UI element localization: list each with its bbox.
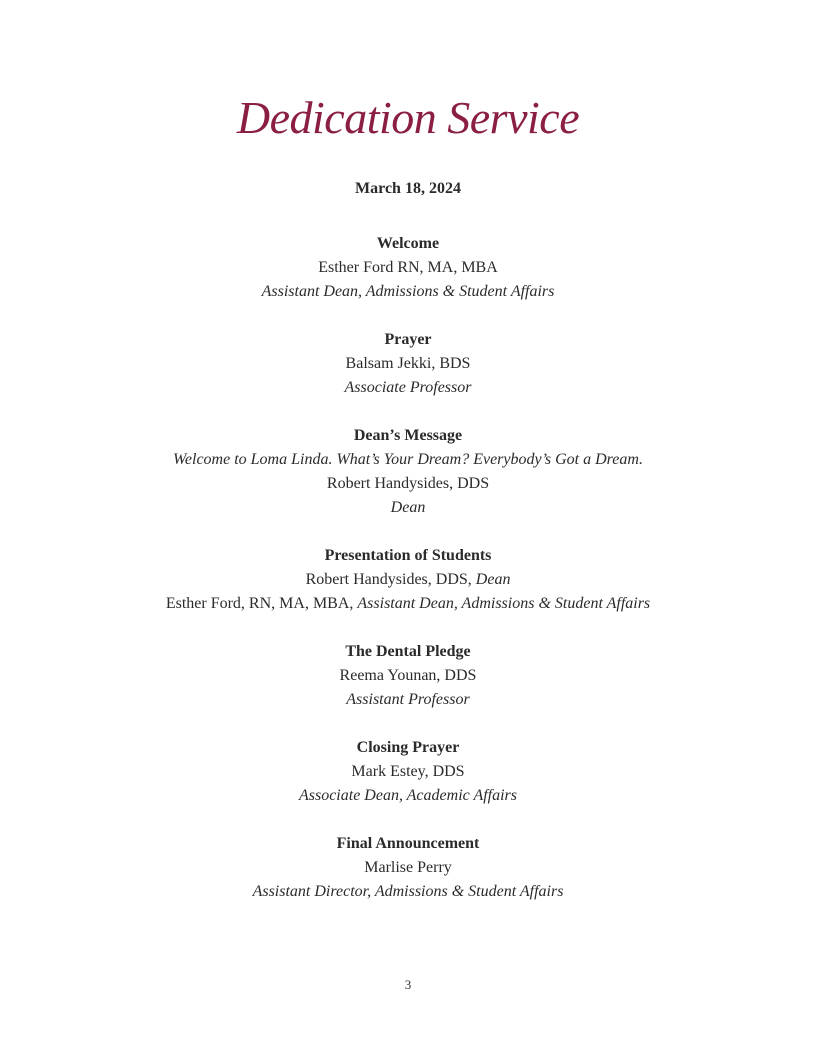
section-deans-message xyxy=(0,424,816,520)
presenter-line xyxy=(0,568,816,592)
presenter-role: Dean xyxy=(475,571,511,588)
speaker-role: Assistant Dean, Admissions & Student Affairs xyxy=(261,283,555,300)
presenter-line xyxy=(0,592,816,616)
speaker-role: Assistant Professor xyxy=(346,691,470,708)
presenter-role: Assistant Dean, Admissions & Student Affairs xyxy=(357,595,651,612)
speaker-name: Mark Estey, DDS xyxy=(351,763,465,780)
speaker-name: Esther Ford RN, MA, MBA xyxy=(318,259,498,276)
program-list xyxy=(0,232,816,928)
page-number: 3 xyxy=(404,977,412,992)
speaker-role: Assistant Director, Admissions & Student Affairs xyxy=(252,883,564,900)
section-heading: Presentation of Students xyxy=(324,547,492,564)
section-heading: Closing Prayer xyxy=(356,739,460,756)
message-subtitle: Welcome to Loma Linda. What’s Your Dream? Everybody’s Got a Dream. xyxy=(173,451,643,468)
service-date: March 18, 2024 xyxy=(355,180,461,197)
speaker-role: Associate Professor xyxy=(344,379,472,396)
section-heading: The Dental Pledge xyxy=(345,643,471,660)
section-heading: Dean’s Message xyxy=(353,427,463,444)
speaker-role: Dean xyxy=(390,499,426,516)
section-heading: Prayer xyxy=(384,331,432,348)
presenter-name: Robert Handysides, DDS, xyxy=(305,571,476,588)
section-closing-prayer xyxy=(0,736,816,808)
speaker-name: Robert Handysides, DDS xyxy=(326,475,490,492)
speaker-name: Balsam Jekki, BDS xyxy=(345,355,471,372)
section-prayer xyxy=(0,328,816,400)
speaker-name: Marlise Perry xyxy=(364,859,452,876)
section-heading: Final Announcement xyxy=(336,835,480,852)
section-welcome xyxy=(0,232,816,304)
section-heading: Welcome xyxy=(376,235,440,252)
section-presentation-of-students xyxy=(0,544,816,616)
page-title: Dedication Service xyxy=(236,92,580,143)
presenter-name: Esther Ford, RN, MA, MBA, xyxy=(165,595,358,612)
speaker-role: Associate Dean, Academic Affairs xyxy=(298,787,518,804)
section-dental-pledge xyxy=(0,640,816,712)
speaker-name: Reema Younan, DDS xyxy=(339,667,477,684)
section-final-announcement xyxy=(0,832,816,904)
